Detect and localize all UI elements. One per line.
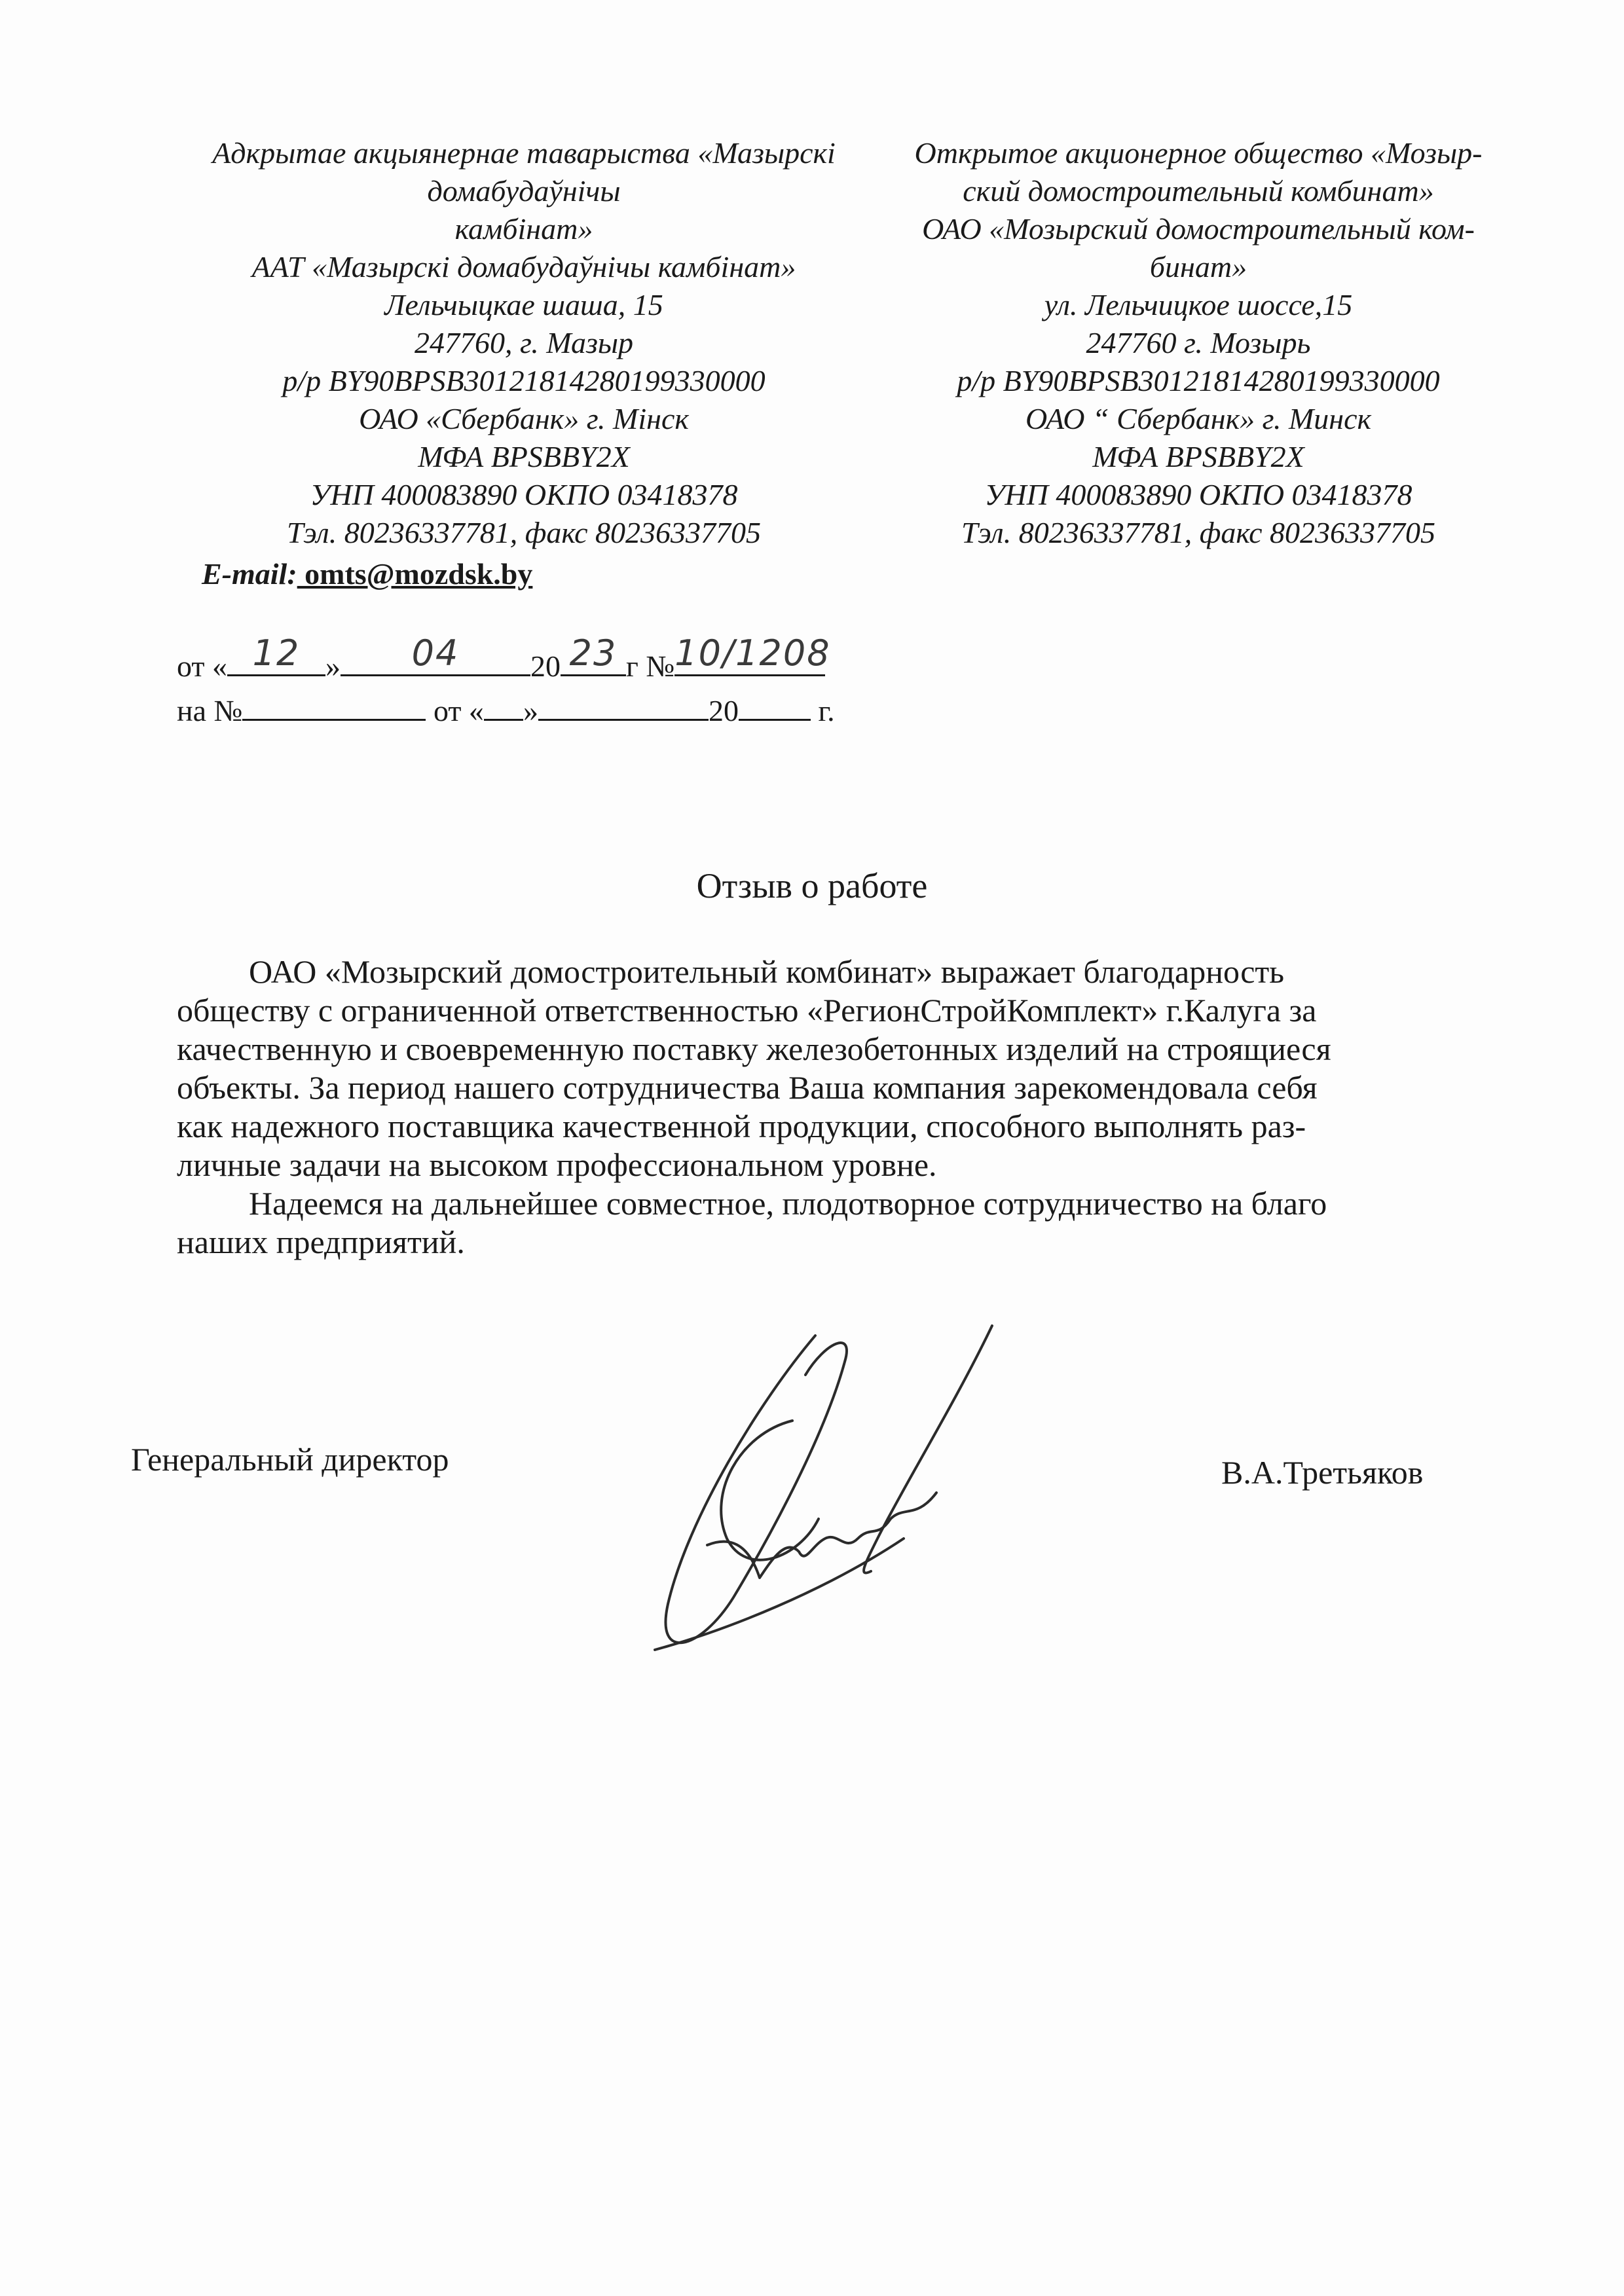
email-line [202,556,532,591]
header-line: домабудаўнічы [427,174,621,208]
to-label: на № [177,694,243,727]
header-line: МФА BPSBBY2X [418,440,630,473]
body-line: качественную и своевременную поставку железобетонных изделий на строящиеся [177,1030,1331,1067]
year-prefix: 20 [708,694,739,727]
signature-stroke [721,1421,819,1560]
number-value: 10/1208 [674,632,831,674]
body-line: как надежного поставщика качественной продукции, способного выполнять раз- [177,1108,1306,1144]
header-line: Тэл. 80236337781, факс 80236337705 [286,516,762,549]
g-end: г. [818,694,835,727]
signatory-position: Генеральный директор [131,1441,449,1478]
header-russian [884,134,1513,552]
header-line: ОАО “ Сбербанк» г. Минск [1025,402,1372,435]
signatory-name: В.А.Третьяков [1221,1454,1424,1491]
number-field [674,632,831,676]
letter-body [177,953,1486,1262]
year-field [561,632,626,676]
header-line: УНП 400083890 ОКПО 03418378 [984,478,1412,511]
header-line: Лельчыцкае шаша, 15 [384,288,663,321]
email-label: E-mail: [202,557,297,591]
year-value: 23 [569,632,618,674]
incoming-day-field [484,693,523,721]
incoming-registration [177,693,835,729]
header-line: 247760 г. Мозырь [1086,326,1311,359]
header-line: р/р BY90BPSB30121814280199330000 [282,364,766,397]
signature-stroke [707,1493,936,1578]
letter-title: Отзыв о работе [696,866,928,905]
header-line: бинат» [1149,250,1247,283]
from-label: от « [177,649,227,683]
header-line: ААТ «Мазырскі домабудаўнічы камбінат» [251,250,796,283]
header-line: Открытое акционерное общество «Мозыр- [914,136,1483,170]
header-line: ул. Лельчицкое шоссе,15 [1044,288,1353,321]
header-line: Тэл. 80236337781, факс 80236337705 [961,516,1436,549]
body-line: личные задачи на высоком профессиональном уровне. [177,1146,937,1183]
incoming-number-field [242,693,426,721]
header-line: ский домостроительный комбинат» [963,174,1434,208]
signature-stroke [864,1326,992,1573]
month-value: 04 [411,632,460,674]
signature-stroke [665,1336,846,1643]
quote-close: » [325,649,341,683]
body-line: обществу с ограниченной ответственностью «РегионСтройКомплект» г.Калуга за [177,992,1317,1029]
header-line: ОАО «Мозырский домостроительный ком- [922,212,1475,246]
incoming-month-field [538,693,709,721]
handwritten-signature [629,1322,1035,1689]
day-field [227,632,325,676]
header-line: 247760, г. Мазыр [414,326,634,359]
header-line: ОАО «Сбербанк» г. Мінск [359,402,689,435]
body-line: ОАО «Мозырский домостроительный комбинат» выражает благодарность [249,953,1285,990]
header-line: камбінат» [454,212,593,246]
body-line: объекты. За период нашего сотрудничества Ваша компания зарекомендовала себя [177,1069,1318,1106]
quote-close: » [523,694,538,727]
body-line: наших предприятий. [177,1224,465,1260]
header-line: р/р BY90BPSB30121814280199330000 [957,364,1440,397]
email-link[interactable]: omts@mozdsk.by [297,557,533,591]
month-field [341,632,530,676]
body-line: Надеемся на дальнейшее совместное, плодотворное сотрудничество на благо [249,1185,1327,1222]
day-value: 12 [252,632,301,674]
header-belarusian [177,134,871,552]
ot-label: от « [433,694,484,727]
number-label: г № [626,649,675,683]
incoming-year-field [739,693,811,721]
header-line: Адкрытае акцыянернае таварыства «Мазырскі [212,136,836,170]
header-line: УНП 400083890 ОКПО 03418378 [310,478,738,511]
outgoing-registration [177,632,831,685]
year-prefix: 20 [530,649,561,683]
header-line: МФА BPSBBY2X [1092,440,1304,473]
